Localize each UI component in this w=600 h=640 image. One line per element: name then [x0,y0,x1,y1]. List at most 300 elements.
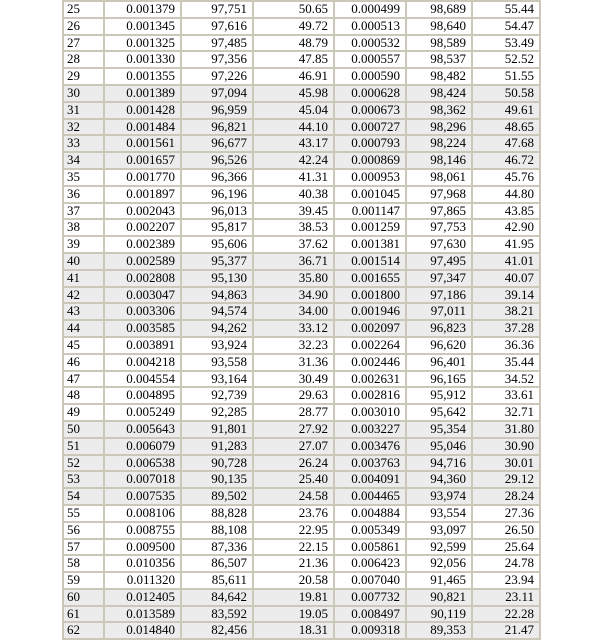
value-cell: 0.002816 [334,387,406,404]
age-cell: 42 [63,287,104,304]
value-cell: 0.001946 [334,303,406,320]
value-cell: 0.001561 [104,135,181,152]
value-cell: 0.001330 [104,51,181,68]
value-cell: 94,574 [181,303,253,320]
age-cell: 33 [63,135,104,152]
value-cell: 22.28 [472,606,540,623]
value-cell: 47.68 [472,135,540,152]
value-cell: 0.004091 [334,471,406,488]
age-cell: 49 [63,404,104,421]
value-cell: 98,296 [406,119,472,136]
age-cell: 41 [63,270,104,287]
table-row [63,421,540,438]
value-cell: 21.36 [253,555,334,572]
value-cell: 95,817 [181,219,253,236]
value-cell: 0.001428 [104,102,181,119]
value-cell: 37.62 [253,236,334,253]
table-row [63,236,540,253]
value-cell: 28.77 [253,404,334,421]
value-cell: 94,863 [181,287,253,304]
age-cell: 26 [63,18,104,35]
table-row [63,203,540,220]
table-row [63,51,540,68]
value-cell: 40.07 [472,270,540,287]
table-row [63,102,540,119]
age-cell: 55 [63,505,104,522]
value-cell: 90,821 [406,589,472,606]
value-cell: 26.50 [472,522,540,539]
value-cell: 0.008755 [104,522,181,539]
value-cell: 34.90 [253,287,334,304]
value-cell: 33.61 [472,387,540,404]
value-cell: 43.17 [253,135,334,152]
value-cell: 96,677 [181,135,253,152]
value-cell: 20.58 [253,572,334,589]
value-cell: 89,502 [181,488,253,505]
table-row [63,35,540,52]
value-cell: 97,495 [406,253,472,270]
age-cell: 54 [63,488,104,505]
value-cell: 0.002097 [334,320,406,337]
value-cell: 97,485 [181,35,253,52]
value-cell: 97,630 [406,236,472,253]
age-cell: 37 [63,203,104,220]
value-cell: 91,283 [181,438,253,455]
age-cell: 34 [63,152,104,169]
value-cell: 0.009318 [334,622,406,639]
value-cell: 95,912 [406,387,472,404]
value-cell: 49.72 [253,18,334,35]
age-cell: 46 [63,354,104,371]
value-cell: 45.04 [253,102,334,119]
value-cell: 0.001897 [104,186,181,203]
value-cell: 36.71 [253,253,334,270]
value-cell: 93,924 [181,337,253,354]
table-row [63,320,540,337]
value-cell: 82,456 [181,622,253,639]
value-cell: 96,959 [181,102,253,119]
value-cell: 53.49 [472,35,540,52]
value-cell: 96,526 [181,152,253,169]
value-cell: 27.07 [253,438,334,455]
value-cell: 30.49 [253,371,334,388]
value-cell: 0.004554 [104,371,181,388]
value-cell: 0.014840 [104,622,181,639]
value-cell: 44.80 [472,186,540,203]
value-cell: 0.005861 [334,539,406,556]
value-cell: 35.80 [253,270,334,287]
table-row [63,371,540,388]
value-cell: 0.000499 [334,1,406,18]
value-cell: 0.000628 [334,85,406,102]
value-cell: 0.001514 [334,253,406,270]
value-cell: 97,356 [181,51,253,68]
age-cell: 53 [63,471,104,488]
value-cell: 0.005249 [104,404,181,421]
value-cell: 93,558 [181,354,253,371]
table-row [63,169,540,186]
value-cell: 94,262 [181,320,253,337]
value-cell: 37.28 [472,320,540,337]
table-row [63,555,540,572]
value-cell: 0.002043 [104,203,181,220]
value-cell: 0.002808 [104,270,181,287]
value-cell: 31.80 [472,421,540,438]
table-row [63,455,540,472]
value-cell: 19.81 [253,589,334,606]
table-row [63,522,540,539]
value-cell: 0.001147 [334,203,406,220]
value-cell: 0.001484 [104,119,181,136]
value-cell: 94,716 [406,455,472,472]
value-cell: 0.004218 [104,354,181,371]
value-cell: 42.90 [472,219,540,236]
value-cell: 98,424 [406,85,472,102]
age-cell: 40 [63,253,104,270]
value-cell: 0.001355 [104,68,181,85]
value-cell: 0.008106 [104,505,181,522]
value-cell: 48.79 [253,35,334,52]
value-cell: 96,366 [181,169,253,186]
value-cell: 24.58 [253,488,334,505]
value-cell: 0.007018 [104,471,181,488]
value-cell: 97,226 [181,68,253,85]
value-cell: 98,061 [406,169,472,186]
table-row [63,18,540,35]
value-cell: 51.55 [472,68,540,85]
value-cell: 96,620 [406,337,472,354]
value-cell: 0.000673 [334,102,406,119]
value-cell: 96,401 [406,354,472,371]
table-row [63,505,540,522]
value-cell: 92,285 [181,404,253,421]
value-cell: 0.007732 [334,589,406,606]
age-cell: 57 [63,539,104,556]
age-cell: 60 [63,589,104,606]
value-cell: 34.00 [253,303,334,320]
value-cell: 32.23 [253,337,334,354]
table-row [63,387,540,404]
value-cell: 97,616 [181,18,253,35]
value-cell: 23.11 [472,589,540,606]
value-cell: 0.012405 [104,589,181,606]
value-cell: 92,739 [181,387,253,404]
value-cell: 0.007535 [104,488,181,505]
age-cell: 43 [63,303,104,320]
value-cell: 91,801 [181,421,253,438]
value-cell: 93,164 [181,371,253,388]
value-cell: 97,011 [406,303,472,320]
value-cell: 0.001389 [104,85,181,102]
value-cell: 0.013589 [104,606,181,623]
table-row [63,85,540,102]
value-cell: 97,347 [406,270,472,287]
value-cell: 97,968 [406,186,472,203]
value-cell: 55.44 [472,1,540,18]
value-cell: 95,354 [406,421,472,438]
age-cell: 62 [63,622,104,639]
table-row [63,287,540,304]
value-cell: 96,821 [181,119,253,136]
table-row [63,135,540,152]
value-cell: 0.001045 [334,186,406,203]
age-cell: 31 [63,102,104,119]
table-row [63,303,540,320]
age-cell: 59 [63,572,104,589]
value-cell: 49.61 [472,102,540,119]
value-cell: 52.52 [472,51,540,68]
value-cell: 27.92 [253,421,334,438]
age-cell: 45 [63,337,104,354]
value-cell: 41.31 [253,169,334,186]
value-cell: 0.006538 [104,455,181,472]
value-cell: 90,728 [181,455,253,472]
value-cell: 92,599 [406,539,472,556]
value-cell: 0.003891 [104,337,181,354]
age-cell: 48 [63,387,104,404]
value-cell: 45.76 [472,169,540,186]
value-cell: 50.58 [472,85,540,102]
value-cell: 30.01 [472,455,540,472]
value-cell: 0.001655 [334,270,406,287]
table-row [63,1,540,18]
age-cell: 51 [63,438,104,455]
value-cell: 0.002446 [334,354,406,371]
value-cell: 0.001259 [334,219,406,236]
value-cell: 25.64 [472,539,540,556]
table-row [63,471,540,488]
age-cell: 39 [63,236,104,253]
value-cell: 93,097 [406,522,472,539]
value-cell: 54.47 [472,18,540,35]
value-cell: 35.44 [472,354,540,371]
value-cell: 29.12 [472,471,540,488]
value-cell: 44.10 [253,119,334,136]
value-cell: 97,865 [406,203,472,220]
value-cell: 0.007040 [334,572,406,589]
value-cell: 0.009500 [104,539,181,556]
value-cell: 30.90 [472,438,540,455]
value-cell: 0.002589 [104,253,181,270]
value-cell: 96,013 [181,203,253,220]
value-cell: 93,974 [406,488,472,505]
value-cell: 22.15 [253,539,334,556]
value-cell: 0.000953 [334,169,406,186]
value-cell: 97,094 [181,85,253,102]
table-row [63,270,540,287]
value-cell: 26.24 [253,455,334,472]
life-table [62,0,541,640]
value-cell: 41.01 [472,253,540,270]
value-cell: 0.001770 [104,169,181,186]
value-cell: 96,165 [406,371,472,388]
value-cell: 0.000532 [334,35,406,52]
value-cell: 0.000793 [334,135,406,152]
value-cell: 48.65 [472,119,540,136]
value-cell: 97,751 [181,1,253,18]
value-cell: 88,828 [181,505,253,522]
value-cell: 38.53 [253,219,334,236]
value-cell: 0.006079 [104,438,181,455]
value-cell: 85,611 [181,572,253,589]
value-cell: 93,554 [406,505,472,522]
value-cell: 98,640 [406,18,472,35]
value-cell: 36.36 [472,337,540,354]
value-cell: 0.011320 [104,572,181,589]
age-cell: 36 [63,186,104,203]
life-table-body [63,1,540,639]
value-cell: 27.36 [472,505,540,522]
value-cell: 32.71 [472,404,540,421]
value-cell: 92,056 [406,555,472,572]
value-cell: 0.003585 [104,320,181,337]
table-row [63,337,540,354]
value-cell: 94,360 [406,471,472,488]
age-cell: 28 [63,51,104,68]
value-cell: 40.38 [253,186,334,203]
value-cell: 0.001379 [104,1,181,18]
table-row [63,606,540,623]
age-cell: 44 [63,320,104,337]
age-cell: 27 [63,35,104,52]
value-cell: 22.95 [253,522,334,539]
value-cell: 46.72 [472,152,540,169]
age-cell: 35 [63,169,104,186]
table-row [63,354,540,371]
value-cell: 0.002631 [334,371,406,388]
value-cell: 0.006423 [334,555,406,572]
value-cell: 0.004895 [104,387,181,404]
value-cell: 96,196 [181,186,253,203]
value-cell: 90,119 [406,606,472,623]
value-cell: 0.003010 [334,404,406,421]
age-cell: 38 [63,219,104,236]
value-cell: 47.85 [253,51,334,68]
value-cell: 98,362 [406,102,472,119]
value-cell: 0.004884 [334,505,406,522]
value-cell: 0.005349 [334,522,406,539]
value-cell: 0.005643 [104,421,181,438]
table-row [63,572,540,589]
value-cell: 95,377 [181,253,253,270]
value-cell: 98,146 [406,152,472,169]
table-row [63,152,540,169]
age-cell: 30 [63,85,104,102]
value-cell: 95,642 [406,404,472,421]
value-cell: 98,689 [406,1,472,18]
value-cell: 0.001345 [104,18,181,35]
table-row [63,119,540,136]
value-cell: 95,046 [406,438,472,455]
table-row [63,186,540,203]
value-cell: 98,224 [406,135,472,152]
value-cell: 25.40 [253,471,334,488]
value-cell: 38.21 [472,303,540,320]
table-row [63,438,540,455]
value-cell: 88,108 [181,522,253,539]
value-cell: 0.010356 [104,555,181,572]
age-cell: 50 [63,421,104,438]
value-cell: 33.12 [253,320,334,337]
age-cell: 56 [63,522,104,539]
value-cell: 0.002389 [104,236,181,253]
value-cell: 0.001325 [104,35,181,52]
age-cell: 61 [63,606,104,623]
table-row [63,622,540,639]
value-cell: 19.05 [253,606,334,623]
value-cell: 28.24 [472,488,540,505]
value-cell: 0.002207 [104,219,181,236]
value-cell: 45.98 [253,85,334,102]
value-cell: 96,823 [406,320,472,337]
value-cell: 0.000557 [334,51,406,68]
table-row [63,539,540,556]
value-cell: 50.65 [253,1,334,18]
table-row [63,219,540,236]
value-cell: 42.24 [253,152,334,169]
value-cell: 46.91 [253,68,334,85]
value-cell: 95,130 [181,270,253,287]
value-cell: 95,606 [181,236,253,253]
value-cell: 86,507 [181,555,253,572]
table-row [63,488,540,505]
value-cell: 0.001657 [104,152,181,169]
value-cell: 0.003476 [334,438,406,455]
value-cell: 83,592 [181,606,253,623]
value-cell: 0.003763 [334,455,406,472]
value-cell: 0.000513 [334,18,406,35]
value-cell: 0.001381 [334,236,406,253]
value-cell: 0.001800 [334,287,406,304]
value-cell: 89,353 [406,622,472,639]
value-cell: 0.002264 [334,337,406,354]
value-cell: 97,186 [406,287,472,304]
value-cell: 87,336 [181,539,253,556]
value-cell: 84,642 [181,589,253,606]
table-row [63,589,540,606]
age-cell: 32 [63,119,104,136]
value-cell: 98,482 [406,68,472,85]
value-cell: 0.004465 [334,488,406,505]
value-cell: 0.003227 [334,421,406,438]
value-cell: 0.000727 [334,119,406,136]
value-cell: 21.47 [472,622,540,639]
value-cell: 41.95 [472,236,540,253]
value-cell: 97,753 [406,219,472,236]
value-cell: 90,135 [181,471,253,488]
value-cell: 24.78 [472,555,540,572]
age-cell: 25 [63,1,104,18]
value-cell: 29.63 [253,387,334,404]
value-cell: 34.52 [472,371,540,388]
value-cell: 0.000590 [334,68,406,85]
value-cell: 23.94 [472,572,540,589]
age-cell: 52 [63,455,104,472]
age-cell: 58 [63,555,104,572]
value-cell: 0.003047 [104,287,181,304]
table-row [63,253,540,270]
age-cell: 47 [63,371,104,388]
value-cell: 91,465 [406,572,472,589]
value-cell: 0.000869 [334,152,406,169]
value-cell: 98,589 [406,35,472,52]
value-cell: 39.14 [472,287,540,304]
value-cell: 23.76 [253,505,334,522]
table-row [63,68,540,85]
age-cell: 29 [63,68,104,85]
value-cell: 0.003306 [104,303,181,320]
table-row [63,404,540,421]
